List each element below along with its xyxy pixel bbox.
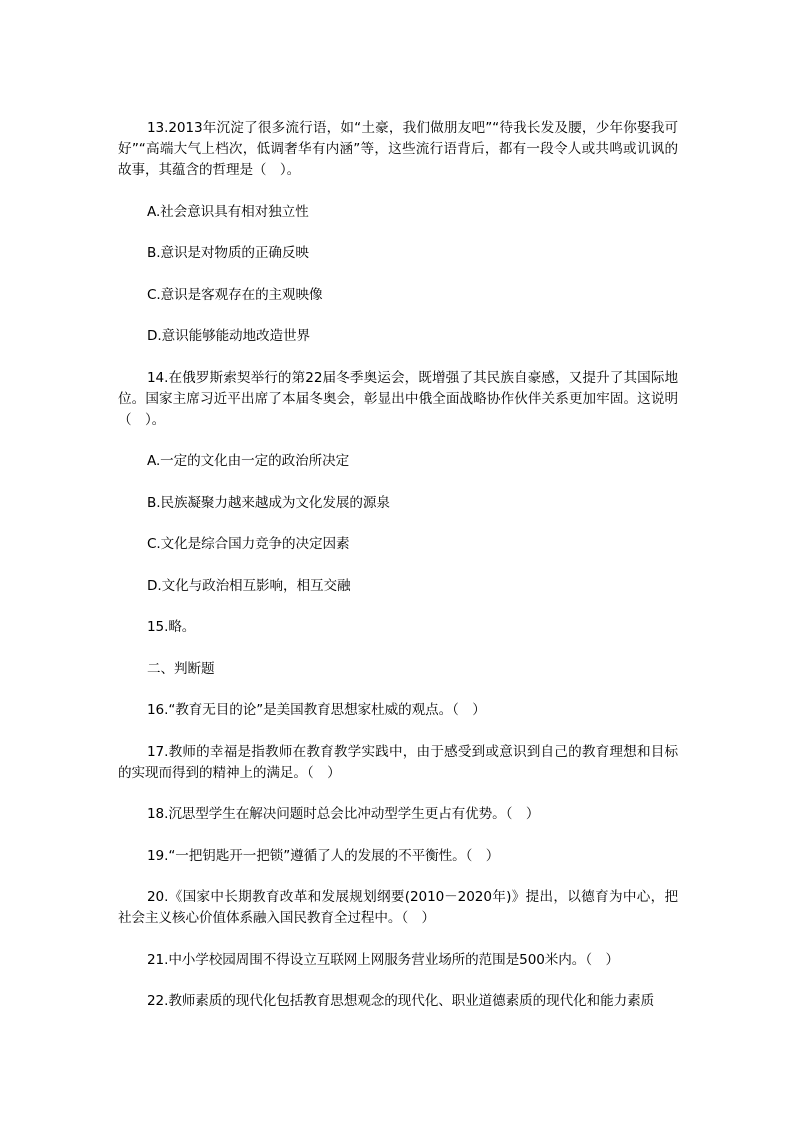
question-20: 20.《国家中长期教育改革和发展规划纲要(2010－2020年)》提出，以德育为中心，把社会主义核心价值体系融入国民教育全过程中。（ ） (118, 889, 678, 926)
section-heading-judgment: 二、判断题 (147, 660, 215, 677)
question-17: 17.教师的幸福是指教师在教育教学实践中，由于感受到或意识到自己的教育理想和目标的实现而得到的精神上的满足。（ ） (118, 743, 678, 781)
question-13-option-a: A.社会意识具有相对独立性 (147, 203, 309, 220)
question-13-option-c: C.意识是客观存在的主观映像 (147, 286, 323, 303)
question-14-option-c: C.文化是综合国力竞争的决定因素 (147, 536, 350, 552)
question-16: 16.“教育无目的论”是美国教育思想家杜威的观点。（ ） (147, 702, 486, 718)
document-page (118, 118, 678, 1033)
question-14-option-a: A.一定的文化由一定的政治所决定 (147, 453, 350, 469)
question-13-option-b: B.意识是对物质的正确反映 (147, 245, 309, 261)
question-14-option-b: B.民族凝聚力越来越成为文化发展的源泉 (147, 494, 390, 511)
question-21: 21.中小学校园周围不得设立互联网上网服务营业场所的范围是500米内。（ ） (147, 951, 619, 968)
question-19: 19.“一把钥匙开一把锁”遵循了人的发展的不平衡性。（ ） (147, 847, 500, 864)
question-22: 22.教师素质的现代化包括教育思想观念的现代化、职业道德素质的现代化和能力素质 (147, 993, 655, 1009)
question-13-option-d: D.意识能够能动地改造世界 (147, 328, 311, 344)
question-14-option-d: D.文化与政治相互影响，相互交融 (147, 577, 351, 594)
question-14: 14.在俄罗斯索契举行的第22届冬季奥运会，既增强了其民族自豪感，又提升了其国际地位。国家主席习近平出席了本届冬奥会，彰显出中俄全面战略协作伙伴关系更加牢固。这说明（ ）。 (118, 369, 678, 428)
question-13: 13.2013年沉淀了很多流行语，如“土豪，我们做朋友吧”“待我长发及腰，少年你娶我可好”“高端大气上档次，低调奢华有内涵”等，这些流行语背后，都有一段令人或共鸣或讥讽的故事，其蕴含的哲理是（ ）。 (118, 120, 678, 178)
question-15: 15.略。 (147, 619, 196, 635)
question-18: 18.沉思型学生在解决问题时总会比冲动型学生更占有优势。（ ） (147, 806, 540, 822)
